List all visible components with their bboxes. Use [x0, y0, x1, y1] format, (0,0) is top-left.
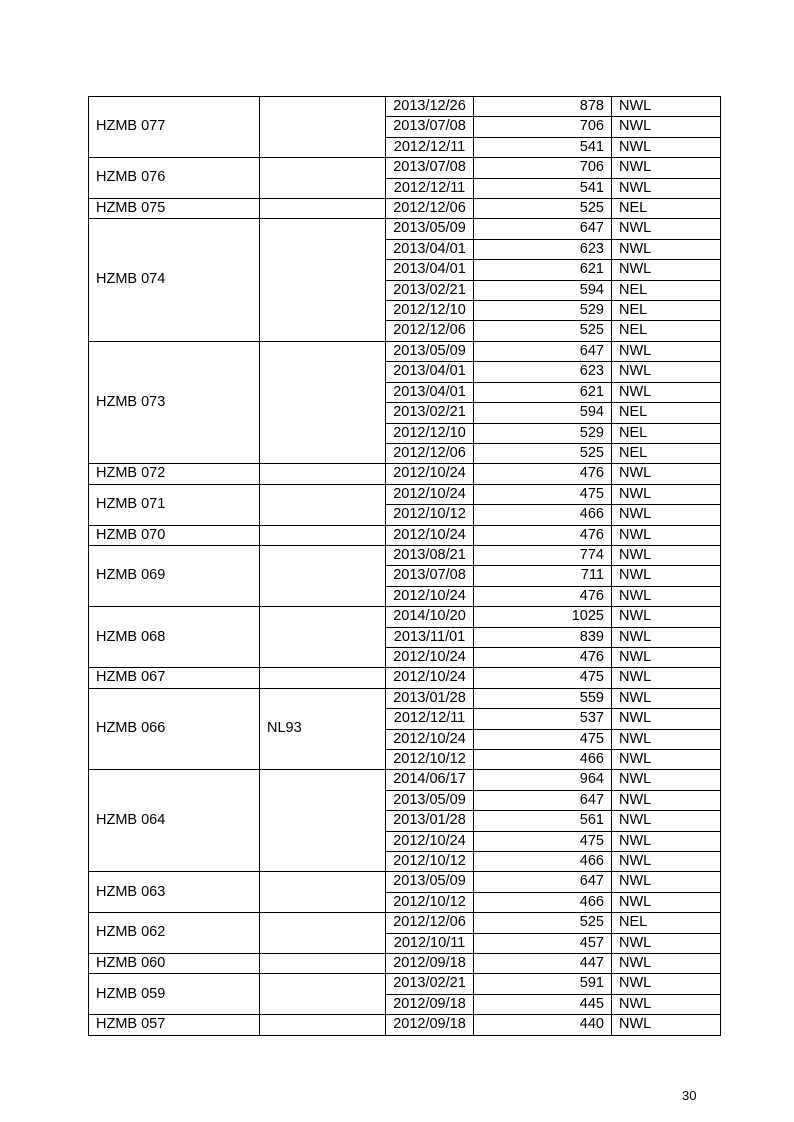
records-table-body	[89, 97, 721, 1036]
code-cell: NWL	[612, 382, 721, 402]
note-cell: NL93	[260, 688, 386, 770]
code-cell: NWL	[612, 647, 721, 667]
note-cell	[260, 525, 386, 545]
code-cell: NWL	[612, 994, 721, 1014]
sample-id-cell: HZMB 074	[89, 219, 260, 341]
note-cell	[260, 770, 386, 872]
date-cell: 2012/10/24	[386, 831, 474, 851]
date-cell: 2013/04/01	[386, 239, 474, 259]
code-cell: NWL	[612, 586, 721, 606]
number-cell: 647	[474, 341, 612, 361]
note-cell	[260, 341, 386, 463]
code-cell: NWL	[612, 1015, 721, 1035]
number-cell: 774	[474, 545, 612, 565]
code-cell: NEL	[612, 403, 721, 423]
date-cell: 2013/02/21	[386, 974, 474, 994]
sample-id-cell: HZMB 072	[89, 464, 260, 484]
code-cell: NWL	[612, 137, 721, 157]
sample-id-cell: HZMB 069	[89, 545, 260, 606]
code-cell: NWL	[612, 484, 721, 504]
code-cell: NWL	[612, 872, 721, 892]
number-cell: 457	[474, 933, 612, 953]
number-cell: 466	[474, 852, 612, 872]
code-cell: NWL	[612, 770, 721, 790]
number-cell: 541	[474, 178, 612, 198]
number-cell: 1025	[474, 607, 612, 627]
number-cell: 706	[474, 158, 612, 178]
code-cell: NWL	[612, 464, 721, 484]
code-cell: NEL	[612, 280, 721, 300]
date-cell: 2012/10/24	[386, 729, 474, 749]
code-cell: NWL	[612, 117, 721, 137]
date-cell: 2012/12/11	[386, 137, 474, 157]
date-cell: 2012/10/24	[386, 647, 474, 667]
code-cell: NWL	[612, 607, 721, 627]
note-cell	[260, 545, 386, 606]
date-cell: 2012/12/10	[386, 301, 474, 321]
number-cell: 594	[474, 280, 612, 300]
number-cell: 594	[474, 403, 612, 423]
table-row	[89, 545, 721, 565]
table-row	[89, 668, 721, 688]
date-cell: 2012/10/11	[386, 933, 474, 953]
number-cell: 525	[474, 913, 612, 933]
sample-id-cell: HZMB 070	[89, 525, 260, 545]
date-cell: 2012/09/18	[386, 994, 474, 1014]
date-cell: 2013/04/01	[386, 362, 474, 382]
table-row	[89, 607, 721, 627]
number-cell: 711	[474, 566, 612, 586]
date-cell: 2012/10/12	[386, 852, 474, 872]
sample-id-cell: HZMB 057	[89, 1015, 260, 1035]
sample-id-cell: HZMB 066	[89, 688, 260, 770]
table-row	[89, 913, 721, 933]
number-cell: 559	[474, 688, 612, 708]
note-cell	[260, 974, 386, 1015]
note-cell	[260, 464, 386, 484]
number-cell: 529	[474, 423, 612, 443]
code-cell: NWL	[612, 545, 721, 565]
number-cell: 475	[474, 668, 612, 688]
number-cell: 447	[474, 954, 612, 974]
number-cell: 561	[474, 811, 612, 831]
date-cell: 2013/07/08	[386, 117, 474, 137]
date-cell: 2013/02/21	[386, 280, 474, 300]
sample-id-cell: HZMB 062	[89, 913, 260, 954]
number-cell: 466	[474, 892, 612, 912]
table-row	[89, 954, 721, 974]
table-row	[89, 872, 721, 892]
code-cell: NWL	[612, 239, 721, 259]
date-cell: 2012/10/12	[386, 892, 474, 912]
number-cell: 623	[474, 239, 612, 259]
code-cell: NWL	[612, 219, 721, 239]
note-cell	[260, 97, 386, 158]
note-cell	[260, 954, 386, 974]
sample-id-cell: HZMB 071	[89, 484, 260, 525]
number-cell: 621	[474, 260, 612, 280]
number-cell: 475	[474, 484, 612, 504]
sample-id-cell: HZMB 076	[89, 158, 260, 199]
number-cell: 591	[474, 974, 612, 994]
date-cell: 2012/09/18	[386, 1015, 474, 1035]
note-cell	[260, 872, 386, 913]
date-cell: 2012/12/06	[386, 199, 474, 219]
date-cell: 2012/10/24	[386, 484, 474, 504]
date-cell: 2012/10/24	[386, 464, 474, 484]
date-cell: 2013/05/09	[386, 790, 474, 810]
note-cell	[260, 1015, 386, 1035]
date-cell: 2012/10/12	[386, 750, 474, 770]
table-row	[89, 199, 721, 219]
date-cell: 2012/12/06	[386, 321, 474, 341]
date-cell: 2013/07/08	[386, 566, 474, 586]
code-cell: NWL	[612, 97, 721, 117]
number-cell: 466	[474, 505, 612, 525]
code-cell: NWL	[612, 341, 721, 361]
number-cell: 647	[474, 872, 612, 892]
table-row	[89, 1015, 721, 1035]
sample-id-cell: HZMB 077	[89, 97, 260, 158]
code-cell: NWL	[612, 158, 721, 178]
code-cell: NWL	[612, 750, 721, 770]
number-cell: 476	[474, 464, 612, 484]
number-cell: 541	[474, 137, 612, 157]
date-cell: 2012/10/24	[386, 668, 474, 688]
sample-id-cell: HZMB 060	[89, 954, 260, 974]
code-cell: NEL	[612, 423, 721, 443]
code-cell: NWL	[612, 954, 721, 974]
date-cell: 2013/08/21	[386, 545, 474, 565]
code-cell: NWL	[612, 811, 721, 831]
date-cell: 2012/10/12	[386, 505, 474, 525]
date-cell: 2013/05/09	[386, 341, 474, 361]
sample-id-cell: HZMB 075	[89, 199, 260, 219]
code-cell: NWL	[612, 892, 721, 912]
date-cell: 2014/06/17	[386, 770, 474, 790]
code-cell: NWL	[612, 566, 721, 586]
code-cell: NWL	[612, 688, 721, 708]
date-cell: 2013/11/01	[386, 627, 474, 647]
number-cell: 647	[474, 219, 612, 239]
code-cell: NWL	[612, 362, 721, 382]
number-cell: 623	[474, 362, 612, 382]
table-row	[89, 341, 721, 361]
code-cell: NEL	[612, 301, 721, 321]
sample-id-cell: HZMB 073	[89, 341, 260, 463]
number-cell: 964	[474, 770, 612, 790]
number-cell: 440	[474, 1015, 612, 1035]
date-cell: 2013/07/08	[386, 158, 474, 178]
date-cell: 2014/10/20	[386, 607, 474, 627]
sample-id-cell: HZMB 063	[89, 872, 260, 913]
date-cell: 2012/12/06	[386, 913, 474, 933]
number-cell: 878	[474, 97, 612, 117]
date-cell: 2012/10/24	[386, 586, 474, 606]
number-cell: 537	[474, 709, 612, 729]
number-cell: 621	[474, 382, 612, 402]
note-cell	[260, 668, 386, 688]
code-cell: NWL	[612, 790, 721, 810]
date-cell: 2012/12/11	[386, 178, 474, 198]
note-cell	[260, 484, 386, 525]
number-cell: 525	[474, 199, 612, 219]
table-row	[89, 484, 721, 504]
code-cell: NWL	[612, 709, 721, 729]
date-cell: 2012/12/10	[386, 423, 474, 443]
code-cell: NWL	[612, 831, 721, 851]
number-cell: 529	[474, 301, 612, 321]
code-cell: NWL	[612, 933, 721, 953]
code-cell: NWL	[612, 260, 721, 280]
number-cell: 525	[474, 443, 612, 463]
code-cell: NWL	[612, 974, 721, 994]
code-cell: NWL	[612, 627, 721, 647]
number-cell: 476	[474, 647, 612, 667]
date-cell: 2012/10/24	[386, 525, 474, 545]
table-row	[89, 97, 721, 117]
date-cell: 2012/09/18	[386, 954, 474, 974]
code-cell: NWL	[612, 668, 721, 688]
date-cell: 2013/05/09	[386, 872, 474, 892]
sample-id-cell: HZMB 067	[89, 668, 260, 688]
date-cell: 2013/04/01	[386, 382, 474, 402]
number-cell: 466	[474, 750, 612, 770]
date-cell: 2013/12/26	[386, 97, 474, 117]
note-cell	[260, 607, 386, 668]
date-cell: 2012/12/06	[386, 443, 474, 463]
date-cell: 2012/12/11	[386, 709, 474, 729]
number-cell: 475	[474, 831, 612, 851]
note-cell	[260, 219, 386, 341]
code-cell: NWL	[612, 178, 721, 198]
date-cell: 2013/04/01	[386, 260, 474, 280]
note-cell	[260, 199, 386, 219]
number-cell: 706	[474, 117, 612, 137]
note-cell	[260, 913, 386, 954]
code-cell: NEL	[612, 913, 721, 933]
code-cell: NWL	[612, 852, 721, 872]
page-number: 30	[682, 1088, 697, 1103]
sample-id-cell: HZMB 064	[89, 770, 260, 872]
number-cell: 525	[474, 321, 612, 341]
code-cell: NWL	[612, 505, 721, 525]
sample-id-cell: HZMB 068	[89, 607, 260, 668]
number-cell: 445	[474, 994, 612, 1014]
number-cell: 647	[474, 790, 612, 810]
table-row	[89, 688, 721, 708]
code-cell: NWL	[612, 729, 721, 749]
number-cell: 476	[474, 525, 612, 545]
table-row	[89, 464, 721, 484]
code-cell: NWL	[612, 525, 721, 545]
table-row	[89, 525, 721, 545]
sample-id-cell: HZMB 059	[89, 974, 260, 1015]
date-cell: 2013/02/21	[386, 403, 474, 423]
note-cell	[260, 158, 386, 199]
code-cell: NEL	[612, 321, 721, 341]
number-cell: 839	[474, 627, 612, 647]
number-cell: 475	[474, 729, 612, 749]
date-cell: 2013/01/28	[386, 811, 474, 831]
table-row	[89, 219, 721, 239]
number-cell: 476	[474, 586, 612, 606]
records-table	[88, 96, 721, 1036]
table-row	[89, 770, 721, 790]
table-row	[89, 974, 721, 994]
code-cell: NEL	[612, 443, 721, 463]
code-cell: NEL	[612, 199, 721, 219]
table-row	[89, 158, 721, 178]
date-cell: 2013/01/28	[386, 688, 474, 708]
date-cell: 2013/05/09	[386, 219, 474, 239]
